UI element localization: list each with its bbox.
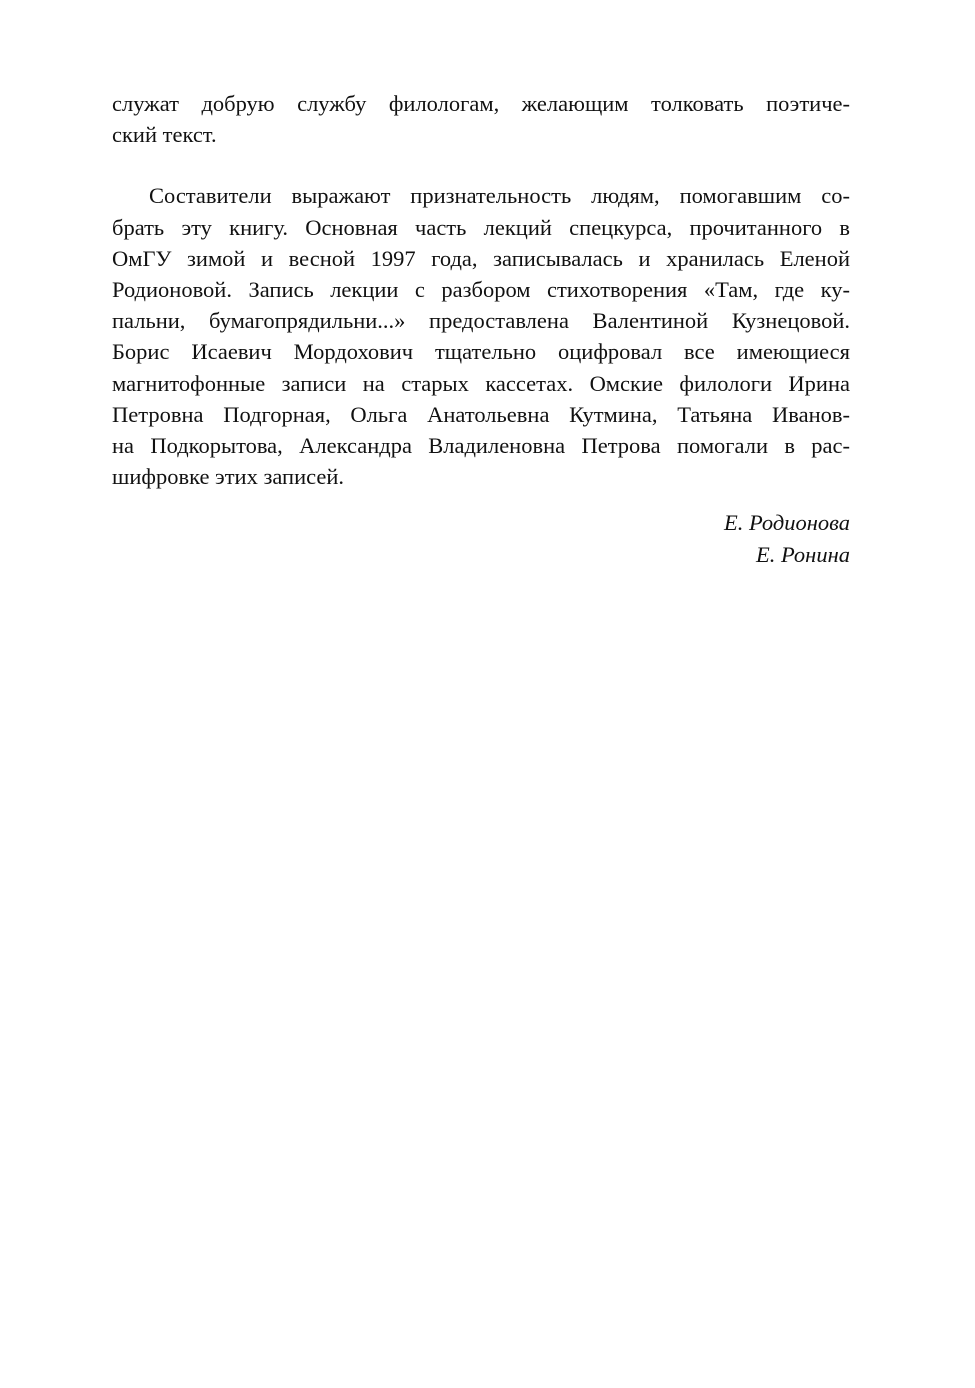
text-line: ский текст. [112, 122, 217, 148]
document-page [112, 88, 850, 571]
signature-block [112, 507, 850, 571]
text-line: магнитофонные записи на старых кассетах. Омские филологи Ирина [112, 370, 850, 396]
text-line: Составители выражают признательность людям, помогавшим со- [149, 183, 850, 209]
text-line: брать эту книгу. Основная часть лекций спецкурса, прочитанного в [112, 214, 850, 240]
signature-ronina: Е. Ронина [756, 542, 850, 568]
text-line: шифровке этих записей. [112, 464, 345, 490]
text-line: ОмГУ зимой и весной 1997 года, записывалась и хранилась Еленой [112, 245, 850, 271]
paragraph-gap [112, 150, 850, 180]
text-line: служат добрую службу филологам, желающим толковать поэтиче- [112, 91, 850, 116]
text-line: Петровна Подгорная, Ольга Анатольевна Кутмина, Татьяна Иванов- [112, 401, 850, 427]
text-line: Борис Исаевич Мордохович тщательно оцифровал все имеющиеся [112, 339, 850, 365]
text-line: на Подкорытова, Александра Владиленовна Петрова помогали в рас- [112, 433, 850, 459]
text-line: пальни, бумагопрядильни...» предоставлена Валентиной Кузнецовой. [112, 308, 850, 334]
paragraph-acknowledgements [112, 180, 850, 492]
text-line: Родионовой. Запись лекции с разбором стихотворения «Там, где ку- [112, 277, 850, 303]
signature-rodionova: Е. Родионова [723, 510, 850, 536]
paragraph-continuation [112, 88, 850, 150]
